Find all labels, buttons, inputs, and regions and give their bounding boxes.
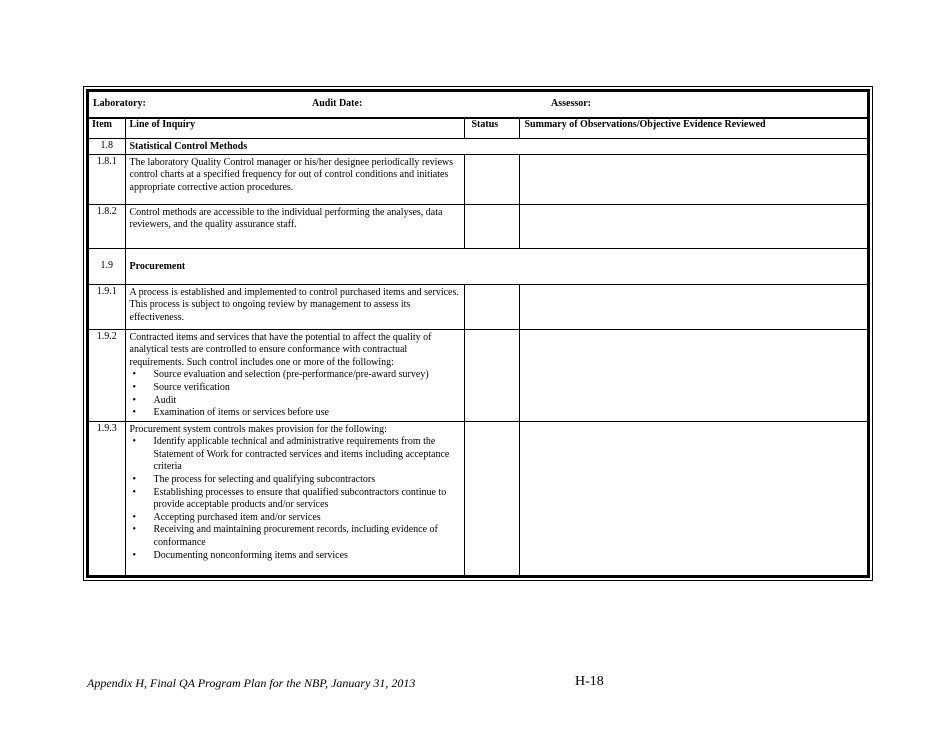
inquiry-text: A process is established and implemented to control purchased items and services. This process is subject to ongoing review by management to assess its effectiveness.	[125, 284, 464, 329]
bullet-item: • Receiving and maintaining procurement records, including evidence of conformance	[130, 524, 460, 549]
bullet-item: • Examination of items or services before use	[130, 407, 460, 420]
table-row	[89, 248, 867, 284]
summary-cell[interactable]	[519, 204, 867, 248]
inquiry-cell	[125, 421, 464, 575]
section-title: Statistical Control Methods	[125, 139, 867, 155]
item-number: 1.8	[89, 139, 125, 155]
summary-cell[interactable]	[519, 421, 867, 575]
status-cell[interactable]	[464, 329, 519, 421]
table-row	[89, 154, 867, 204]
table-row	[89, 204, 867, 248]
table-row	[89, 139, 867, 155]
column-header-summary: Summary of Observations/Objective Evidence Reviewed	[519, 118, 867, 139]
page-number: H-18	[575, 674, 604, 689]
summary-cell[interactable]	[519, 284, 867, 329]
column-header-status: Status	[464, 118, 519, 139]
audit-header-cell	[89, 92, 867, 118]
inquiry-text: Procurement system controls makes provision for the following:	[129, 423, 387, 435]
table-row	[89, 329, 867, 421]
bullet-item: • Source evaluation and selection (pre-performance/pre-award survey)	[130, 369, 460, 382]
audit-checklist-inner-border	[86, 89, 870, 578]
inquiry-text: Control methods are accessible to the individual performing the analyses, data reviewers, and the quality assurance staff.	[125, 204, 464, 248]
summary-cell[interactable]	[519, 329, 867, 421]
item-number: 1.9.2	[89, 329, 125, 421]
column-header-row	[89, 118, 867, 139]
footer-document-title: Appendix H, Final QA Program Plan for the NBP, January 31, 2013	[87, 676, 416, 690]
bullet-item: • Documenting nonconforming items and services	[130, 550, 460, 563]
item-number: 1.9.3	[89, 421, 125, 575]
table-row	[89, 421, 867, 575]
item-number: 1.8.2	[89, 204, 125, 248]
inquiry-bullet-list	[130, 436, 460, 562]
item-number: 1.9.1	[89, 284, 125, 329]
inquiry-cell	[125, 329, 464, 421]
inquiry-text: The laboratory Quality Control manager or his/her designee periodically reviews control charts at a specified frequency for out of control conditions and initiates appropriate corrective action procedures.	[125, 154, 464, 204]
bullet-item: • Audit	[130, 395, 460, 408]
table-row	[89, 284, 867, 329]
assessor-label: Assessor:	[551, 98, 591, 109]
summary-cell[interactable]	[519, 154, 867, 204]
audit-date-label: Audit Date:	[312, 98, 363, 109]
status-cell[interactable]	[464, 154, 519, 204]
bullet-item: • Establishing processes to ensure that qualified subcontractors continue to provide acceptable products and/or services	[130, 487, 460, 512]
bullet-item: • Identify applicable technical and administrative requirements from the Statement of Work for contracted services and items including acceptance criteria	[130, 436, 460, 474]
audit-checklist-frame	[83, 86, 873, 581]
status-cell[interactable]	[464, 204, 519, 248]
section-title: Procurement	[125, 248, 867, 284]
column-header-line-of-inquiry: Line of Inquiry	[125, 118, 464, 139]
bullet-item: • Accepting purchased item and/or services	[130, 512, 460, 525]
item-number: 1.9	[89, 248, 125, 284]
audit-checklist-table	[89, 92, 867, 575]
item-number: 1.8.1	[89, 154, 125, 204]
laboratory-label: Laboratory:	[93, 98, 146, 109]
status-cell[interactable]	[464, 421, 519, 575]
column-header-item: Item	[89, 118, 125, 139]
inquiry-text: Contracted items and services that have the potential to affect the quality of analytical tests are controlled to ensure conformance with contractual requirements. Such control includes one or more of the following:	[129, 331, 432, 368]
bullet-item: • The process for selecting and qualifying subcontractors	[130, 474, 460, 487]
audit-header-row	[89, 92, 867, 118]
bullet-item: • Source verification	[130, 382, 460, 395]
inquiry-bullet-list	[130, 369, 460, 419]
status-cell[interactable]	[464, 284, 519, 329]
